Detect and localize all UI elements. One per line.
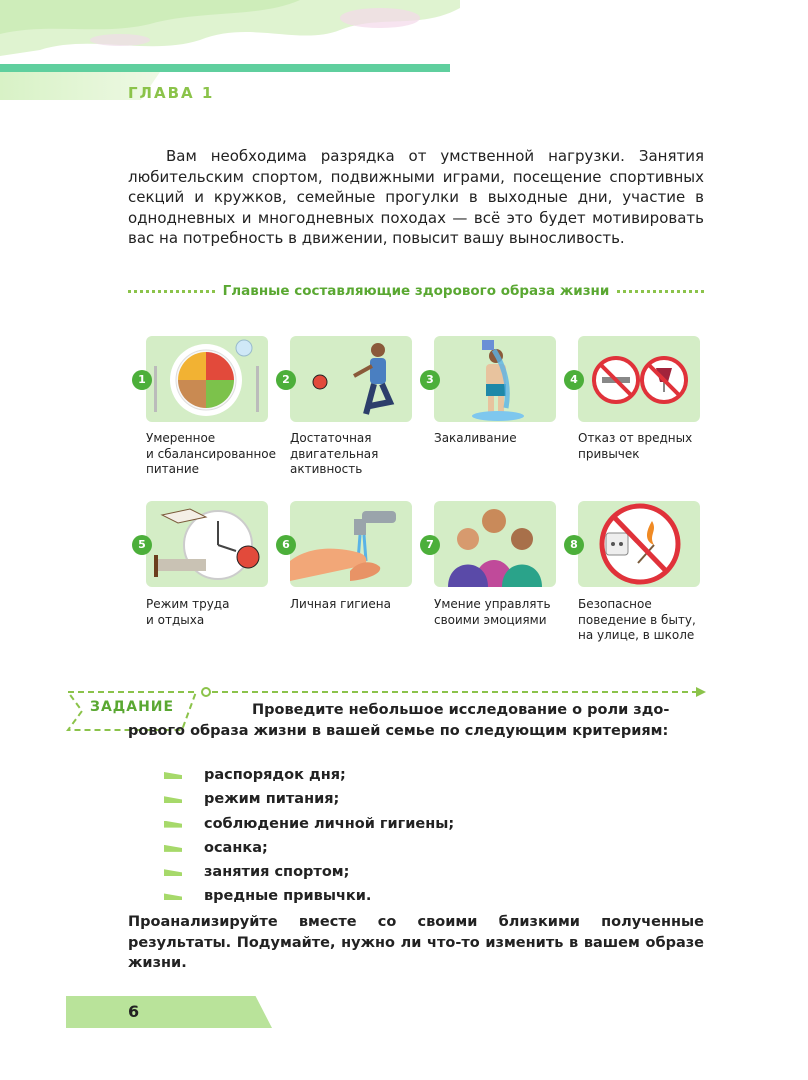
component-label-3: Закаливание: [434, 431, 517, 445]
header-stripe: [0, 64, 450, 72]
component-card-3: [434, 336, 556, 422]
list-item: [164, 813, 454, 837]
component-label-2: Достаточная двигательная активность: [290, 431, 379, 476]
component-card-7: [434, 501, 556, 587]
task-text-rest: рового образа жизни в вашей семье по следующим критериям:: [128, 723, 669, 739]
section-title-text: Главные составляющие здорового образа жизни: [222, 283, 610, 299]
component-card-8: [578, 501, 700, 587]
component-number-8: 8: [564, 535, 584, 555]
component-card-2: [290, 336, 412, 422]
intro-text: Вам необходима разрядка от умственной нагрузки. Занятия любительским спортом, подвижными играми, посещение спортивных секций и кружков, семейные прогулки в выходные дни, участие в однодневных и многодневных походах — всё это будет мотивировать вас на потребность в движении, повысит вашу выносливость.: [128, 147, 704, 247]
component-number-3: 3: [420, 370, 440, 390]
bullet-icon: [164, 796, 182, 803]
component-number-2: 2: [276, 370, 296, 390]
footer-tab: [66, 996, 272, 1028]
people-emotions-icon: [434, 501, 556, 587]
chapter-label: ГЛАВА 1: [128, 84, 215, 102]
criteria-text: соблюдение личной гигиены;: [204, 815, 455, 832]
component-card-6: [290, 501, 412, 587]
list-item: [164, 861, 454, 885]
task-text: [128, 700, 704, 742]
no-fire-socket-icon: [578, 501, 700, 587]
bullet-icon: [164, 772, 182, 779]
list-item: [164, 764, 454, 788]
no-smoking-no-alcohol-icon: [578, 336, 700, 422]
list-item: [164, 788, 454, 812]
task-text-first-line: Проведите небольшое исследование о роли здо-: [252, 702, 670, 718]
football-player-icon: [290, 336, 412, 422]
component-label-7: Умение управлять своими эмоциями: [434, 597, 551, 627]
page-number: 6: [128, 1002, 140, 1021]
bullet-icon: [164, 821, 182, 828]
component-number-6: 6: [276, 535, 296, 555]
hand-washing-icon: [290, 501, 412, 587]
component-number-5: 5: [132, 535, 152, 555]
criteria-text: вредные привычки.: [204, 888, 372, 905]
dotted-divider-left: [128, 290, 215, 293]
list-item: [164, 837, 454, 861]
component-label-1: Умеренное и сбалансированное питание: [146, 431, 277, 476]
list-item: [164, 885, 454, 909]
intro-paragraph: [128, 146, 704, 249]
section-title: [128, 280, 704, 302]
criteria-list: [164, 764, 454, 910]
component-label-5: Режим труда и отдыха: [146, 597, 230, 627]
bullet-icon: [164, 893, 182, 900]
analyze-paragraph: Проанализируйте вместе со своими близкими полученные результаты. Подумайте, нужно ли что-то изменить в вашем образе жизни.: [128, 914, 704, 971]
component-card-4: [578, 336, 700, 422]
component-number-1: 1: [132, 370, 152, 390]
header-watercolor-decoration: [0, 0, 460, 60]
component-card-1: [146, 336, 268, 422]
criteria-text: распорядок дня;: [204, 767, 346, 783]
criteria-text: занятия спортом;: [204, 864, 350, 881]
component-number-4: 4: [564, 370, 584, 390]
component-card-5: [146, 501, 268, 587]
dotted-divider-right: [617, 290, 704, 293]
bullet-icon: [164, 869, 182, 876]
component-label-4: Отказ от вредных привычек: [578, 431, 693, 461]
component-label-6: Личная гигиена: [290, 597, 391, 611]
component-label-8: Безопасное поведение в быту, на улице, в школе: [578, 597, 696, 642]
plate-food-icon: [146, 336, 268, 422]
criteria-text: осанка;: [204, 839, 268, 856]
bullet-icon: [164, 845, 182, 852]
book-clock-bed-icon: [146, 501, 268, 587]
cold-water-pour-icon: [434, 336, 556, 422]
component-number-7: 7: [420, 535, 440, 555]
task-label: ЗАДАНИЕ: [90, 699, 175, 715]
criteria-text: режим питания;: [204, 791, 340, 808]
